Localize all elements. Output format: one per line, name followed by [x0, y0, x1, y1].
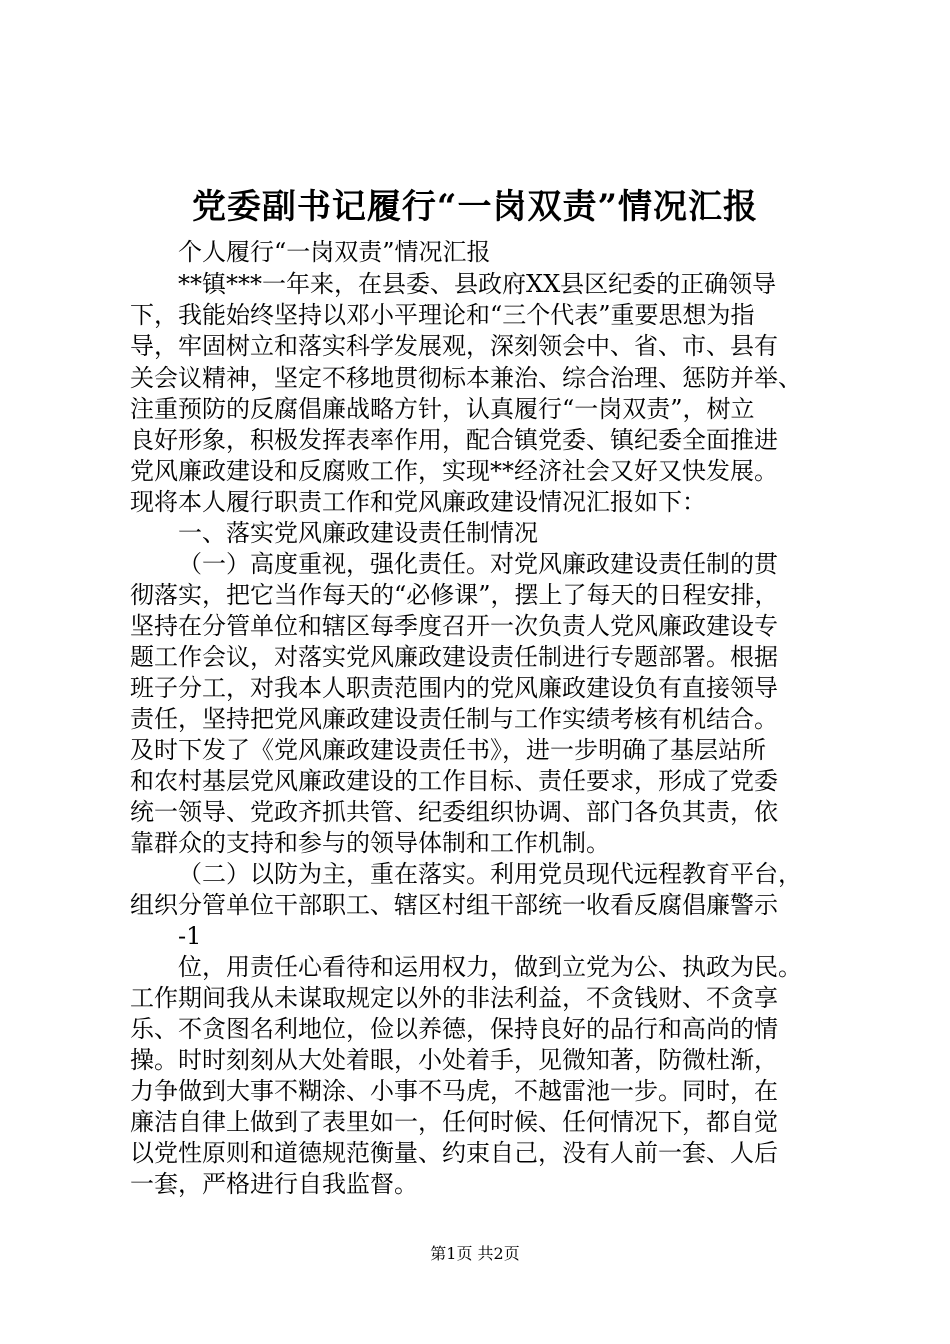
text-line: 位，用责任心看待和运用权力，做到立党为公、执政为民。 [178, 953, 802, 981]
text-line: 廉洁自律上做到了表里如一，任何时候、任何情况下，都自觉 [130, 1108, 778, 1136]
text-line: 个人履行“一岗双责”情况汇报 [178, 238, 491, 266]
text-line: 操。时时刻刻从大处着眼，小处着手，见微知著，防微杜渐， [130, 1046, 778, 1074]
page-break-marker: -1 [178, 922, 202, 950]
text-line: 现将本人履行职责工作和党风廉政建设情况汇报如下： [130, 488, 706, 516]
text-line: 及时下发了《党风廉政建设责任书》，进一步明确了基层站所 [130, 736, 766, 764]
text-line: 和农村基层党风廉政建设的工作目标、责任要求，形成了党委 [130, 767, 778, 795]
text-line: 关会议精神，坚定不移地贯彻标本兼治、综合治理、惩防并举、 [130, 364, 802, 392]
text-line: 下，我能始终坚持以邓小平理论和“三个代表”重要思想为指 [130, 301, 755, 329]
text-line: 班子分工，对我本人职责范围内的党风廉政建设负有直接领导 [130, 674, 778, 702]
text-line: 导，牢固树立和落实科学发展观，深刻领会中、省、市、县有 [130, 332, 778, 360]
text-line: 统一领导、党政齐抓共管、纪委组织协调、部门各负其责，依 [130, 798, 778, 826]
text-line: 工作期间我从未谋取规定以外的非法利益，不贪钱财、不贪享 [130, 984, 778, 1012]
text-line: 靠群众的支持和参与的领导体制和工作机制。 [130, 829, 610, 857]
text-line: 坚持在分管单位和辖区每季度召开一次负责人党风廉政建设专 [130, 612, 778, 640]
page-footer: 第1页 共2页 [430, 1244, 520, 1263]
text-line: 一套，严格进行自我监督。 [130, 1170, 418, 1198]
text-line: 良好形象，积极发挥表率作用，配合镇党委、镇纪委全面推进 [130, 426, 778, 454]
text-line: 注重预防的反腐倡廉战略方针，认真履行“一岗双责”，树立 [130, 395, 755, 423]
text-line: 以党性原则和道德规范衡量、约束自己，没有人前一套、人后 [130, 1139, 778, 1167]
text-line: （一）高度重视，强化责任。对党风廉政建设责任制的贯 [178, 550, 778, 578]
text-line: 责任，坚持把党风廉政建设责任制与工作实绩考核有机结合。 [130, 705, 778, 733]
text-line: （二）以防为主，重在落实。利用党员现代远程教育平台， [178, 860, 802, 888]
text-line: 组织分管单位干部职工、辖区村组干部统一收看反腐倡廉警示 [130, 891, 778, 919]
text-line: 彻落实，把它当作每天的“必修课”，摆上了每天的日程安排， [130, 581, 779, 609]
section-heading: 一、落实党风廉政建设责任制情况 [178, 519, 538, 547]
text-line: 力争做到大事不糊涂、小事不马虎，不越雷池一步。同时，在 [130, 1077, 778, 1105]
text-line: **镇***一年来，在县委、县政府XX县区纪委的正确领导 [178, 270, 777, 298]
document-title: 党委副书记履行“一岗双责”情况汇报 [191, 187, 759, 227]
text-line: 党风廉政建设和反腐败工作，实现**经济社会又好又快发展。 [130, 457, 778, 485]
text-line: 题工作会议，对落实党风廉政建设责任制进行专题部署。根据 [130, 643, 778, 671]
text-line: 乐、不贪图名利地位，俭以养德，保持良好的品行和高尚的情 [130, 1015, 778, 1043]
